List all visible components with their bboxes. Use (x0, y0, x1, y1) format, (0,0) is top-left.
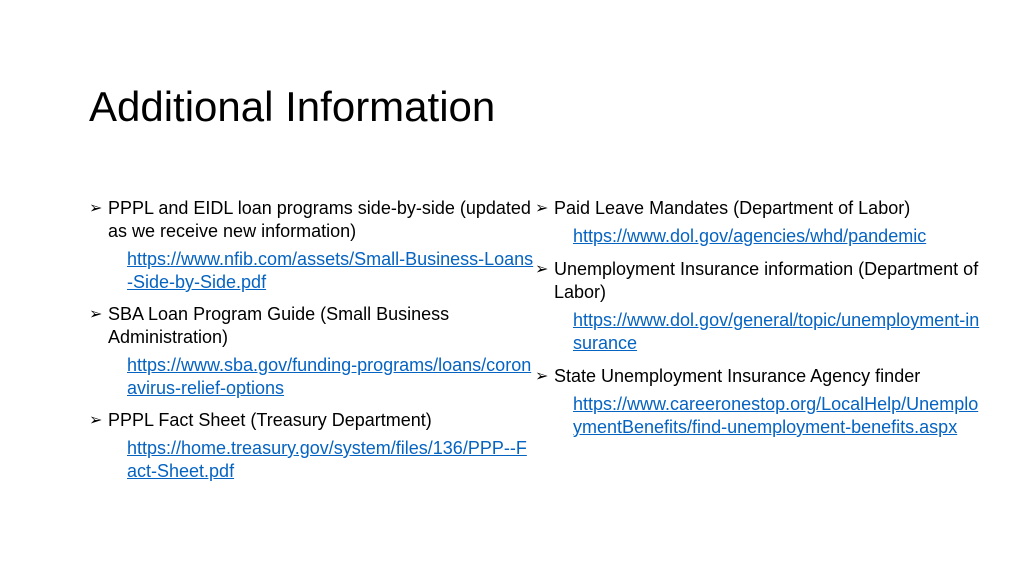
arrowhead-bullet-icon: ➢ (89, 412, 103, 429)
bullet-line (535, 365, 980, 388)
bullet-line (535, 197, 980, 220)
item-link[interactable]: https://www.dol.gov/agencies/whd/pandemic (573, 226, 927, 246)
right-column (535, 197, 980, 449)
bullet-line (89, 197, 534, 243)
arrowhead-bullet-icon: ➢ (535, 368, 549, 385)
list-item (535, 365, 980, 439)
item-link[interactable]: https://www.dol.gov/general/topic/unemployment-insurance (573, 310, 980, 353)
arrowhead-bullet-icon: ➢ (535, 200, 549, 217)
list-item (89, 409, 534, 483)
list-item (535, 258, 980, 355)
item-text: Paid Leave Mandates (Department of Labor) (554, 198, 911, 218)
item-text: SBA Loan Program Guide (Small Business Administration) (108, 304, 450, 347)
left-column (89, 197, 534, 492)
item-link[interactable]: https://home.treasury.gov/system/files/136/PPP--Fact-Sheet.pdf (127, 438, 527, 481)
arrowhead-bullet-icon: ➢ (535, 261, 549, 278)
bullet-line (89, 303, 534, 349)
item-link[interactable]: https://www.nfib.com/assets/Small-Business-Loans-Side-by-Side.pdf (127, 249, 534, 292)
arrowhead-bullet-icon: ➢ (89, 306, 103, 323)
item-text: PPPL Fact Sheet (Treasury Department) (108, 410, 432, 430)
item-text: PPPL and EIDL loan programs side-by-side (updated as we receive new information) (108, 198, 531, 241)
bullet-line (89, 409, 534, 432)
item-link[interactable]: https://www.careeronestop.org/LocalHelp/UnemploymentBenefits/find-unemployment-benefits.aspx (573, 394, 979, 437)
item-link[interactable]: https://www.sba.gov/funding-programs/loans/coronavirus-relief-options (127, 355, 532, 398)
arrowhead-bullet-icon: ➢ (89, 200, 103, 217)
bullet-line (535, 258, 980, 304)
item-text: State Unemployment Insurance Agency finder (554, 366, 921, 386)
item-text: Unemployment Insurance information (Department of Labor) (554, 259, 979, 302)
list-item (89, 197, 534, 294)
list-item (535, 197, 980, 248)
slide-title: Additional Information (89, 83, 496, 130)
list-item (89, 303, 534, 400)
